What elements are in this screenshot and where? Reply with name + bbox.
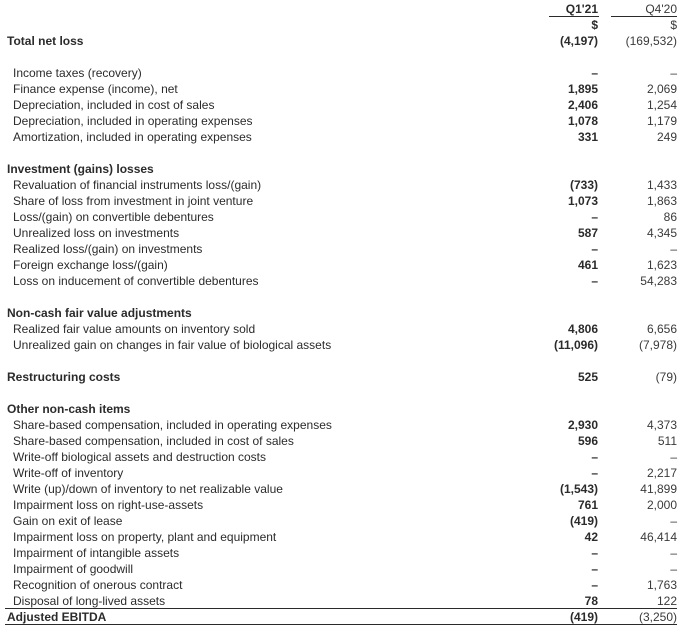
row-label: Non-cash fair value adjustments <box>7 306 192 320</box>
row-label: Realized loss/(gain) on investments <box>13 242 203 256</box>
row-value-q1-21: 78 <box>584 594 598 608</box>
table-row <box>0 193 693 209</box>
row-value-q4-20: (79) <box>655 370 677 384</box>
row-value-q1-21: – <box>591 242 598 256</box>
row-value-q1-21: – <box>591 578 598 592</box>
row-label: Depreciation, included in operating expenses <box>13 114 253 128</box>
row-label: Write-off biological assets and destruction costs <box>13 450 267 464</box>
row-value-q4-20: 122 <box>656 594 677 608</box>
table-row <box>0 289 693 305</box>
table-row <box>0 65 693 81</box>
table-row <box>0 97 693 113</box>
row-value-q1-21: 2,930 <box>567 418 598 432</box>
row-value-q4-20: 4,373 <box>646 418 677 432</box>
row-label: Amortization, included in operating expenses <box>13 130 252 144</box>
row-value-q1-21: 2,406 <box>567 98 598 112</box>
row-value-q4-20: 1,763 <box>646 578 677 592</box>
row-label: Finance expense (income), net <box>13 82 178 96</box>
table-row <box>0 369 693 385</box>
row-value-q1-21: 461 <box>577 258 598 272</box>
row-label: Restructuring costs <box>7 370 121 384</box>
row-value-q4-20: 1,433 <box>646 178 677 192</box>
row-value-q4-20: 1,623 <box>646 258 677 272</box>
row-label: Write-off of inventory <box>13 466 124 480</box>
total-rule-top <box>5 608 677 609</box>
row-value-q4-20: – <box>670 450 677 464</box>
row-value-q1-21: 1,895 <box>567 82 598 96</box>
row-value-q1-21: 761 <box>577 498 598 512</box>
row-value-q4-20: 2,217 <box>646 466 677 480</box>
row-label: Unrealized gain on changes in fair value of biological assets <box>13 338 332 352</box>
row-label: Impairment of intangible assets <box>13 546 180 560</box>
table-row <box>0 353 693 369</box>
row-value-q4-20: 6,656 <box>646 322 677 336</box>
row-value-q4-20: 41,899 <box>640 482 677 496</box>
row-value-q4-20: 54,283 <box>640 274 677 288</box>
row-value-q4-20: – <box>670 546 677 560</box>
table-row <box>0 241 693 257</box>
row-value-q1-21: – <box>591 274 598 288</box>
row-value-q1-21: 587 <box>577 226 598 240</box>
row-label: Depreciation, included in cost of sales <box>13 98 215 112</box>
row-value-q4-20: – <box>670 242 677 256</box>
row-value-q4-20: (7,978) <box>638 338 677 352</box>
table-row <box>0 481 693 497</box>
row-value-q4-20: – <box>670 66 677 80</box>
row-value-q4-20: (3,250) <box>638 610 677 624</box>
header-col2: Q4'20 <box>645 2 677 16</box>
row-value-q1-21: 525 <box>577 370 598 384</box>
row-value-q4-20: 46,414 <box>640 530 677 544</box>
row-value-q4-20: 4,345 <box>646 226 677 240</box>
row-label: Impairment loss on property, plant and equipment <box>13 530 277 544</box>
table-row <box>0 385 693 401</box>
row-value-q1-21: 1,073 <box>567 194 598 208</box>
row-value-q4-20: – <box>670 562 677 576</box>
row-label: Foreign exchange loss/(gain) <box>13 258 168 272</box>
row-value-q1-21: – <box>591 66 598 80</box>
row-label: Impairment loss on right-use-assets <box>13 498 204 512</box>
table-row <box>0 33 693 49</box>
table-row <box>0 273 693 289</box>
row-value-q1-21: (1,543) <box>559 482 598 496</box>
row-value-q4-20: 2,000 <box>646 498 677 512</box>
row-label: Total net loss <box>7 34 84 48</box>
table-row <box>0 497 693 513</box>
row-label: Recognition of onerous contract <box>13 578 183 592</box>
row-label: Write (up)/down of inventory to net realizable value <box>13 482 283 496</box>
row-label: Loss on inducement of convertible debentures <box>13 274 259 288</box>
table-row <box>0 225 693 241</box>
row-value-q1-21: 331 <box>577 130 598 144</box>
row-value-q4-20: – <box>670 514 677 528</box>
table-row <box>0 305 693 321</box>
table-row <box>0 545 693 561</box>
table-row <box>0 209 693 225</box>
table-row <box>0 433 693 449</box>
row-value-q1-21: – <box>591 562 598 576</box>
row-value-q4-20: 1,254 <box>646 98 677 112</box>
row-value-q1-21: (419) <box>569 514 598 528</box>
row-label: Revaluation of financial instruments loss/(gain) <box>13 178 262 192</box>
row-value-q1-21: – <box>591 546 598 560</box>
table-row <box>0 609 693 625</box>
table-row <box>0 81 693 97</box>
row-label: Impairment of goodwill <box>13 562 134 576</box>
header-unit-row <box>0 17 693 33</box>
row-label: Investment (gains) losses <box>7 162 154 176</box>
table-row <box>0 337 693 353</box>
row-value-q4-20: 511 <box>657 434 677 448</box>
table-row <box>0 129 693 145</box>
table-row <box>0 449 693 465</box>
row-value-q1-21: (733) <box>569 178 598 192</box>
table-row <box>0 577 693 593</box>
row-label: Share of loss from investment in joint venture <box>13 194 254 208</box>
table-row <box>0 401 693 417</box>
row-value-q4-20: 249 <box>656 130 677 144</box>
row-label: Share-based compensation, included in cost of sales <box>13 434 294 448</box>
table-row <box>0 161 693 177</box>
row-value-q1-21: (419) <box>569 610 598 624</box>
table-row <box>0 177 693 193</box>
table-row <box>0 49 693 65</box>
row-label: Adjusted EBITDA <box>7 610 107 624</box>
total-rule-bottom <box>5 624 677 625</box>
row-label: Loss/(gain) on convertible debentures <box>13 210 214 224</box>
row-label: Gain on exit of lease <box>13 514 123 528</box>
table-row <box>0 113 693 129</box>
row-value-q4-20: 2,069 <box>646 82 677 96</box>
table-row <box>0 465 693 481</box>
table-row <box>0 561 693 577</box>
row-value-q1-21: – <box>591 450 598 464</box>
row-value-q1-21: 596 <box>577 434 598 448</box>
table-row <box>0 529 693 545</box>
row-value-q1-21: – <box>591 466 598 480</box>
row-value-q1-21: (4,197) <box>559 34 598 48</box>
row-value-q4-20: 1,179 <box>646 114 677 128</box>
table-row <box>0 145 693 161</box>
row-value-q1-21: 1,078 <box>567 114 598 128</box>
table-row <box>0 257 693 273</box>
row-value-q4-20: (169,532) <box>625 34 677 48</box>
row-value-q1-21: 42 <box>584 530 598 544</box>
header-unit1: $ <box>591 18 598 32</box>
row-label: Unrealized loss on investments <box>13 226 180 240</box>
row-value-q1-21: 4,806 <box>567 322 598 336</box>
row-value-q1-21: (11,096) <box>553 338 598 352</box>
table-row <box>0 417 693 433</box>
table-row <box>0 513 693 529</box>
row-value-q4-20: 86 <box>663 210 677 224</box>
header-col1: Q1'21 <box>565 2 598 16</box>
table-row <box>0 321 693 337</box>
table-row <box>0 593 693 609</box>
header-unit2: $ <box>670 18 677 32</box>
row-value-q1-21: – <box>591 210 598 224</box>
row-label: Income taxes (recovery) <box>13 66 142 80</box>
row-label: Realized fair value amounts on inventory sold <box>13 322 256 336</box>
row-label: Disposal of long-lived assets <box>13 594 166 608</box>
header-period-row <box>0 1 693 17</box>
row-value-q4-20: 1,863 <box>646 194 677 208</box>
row-label: Other non-cash items <box>7 402 131 416</box>
row-label: Share-based compensation, included in operating expenses <box>13 418 332 432</box>
